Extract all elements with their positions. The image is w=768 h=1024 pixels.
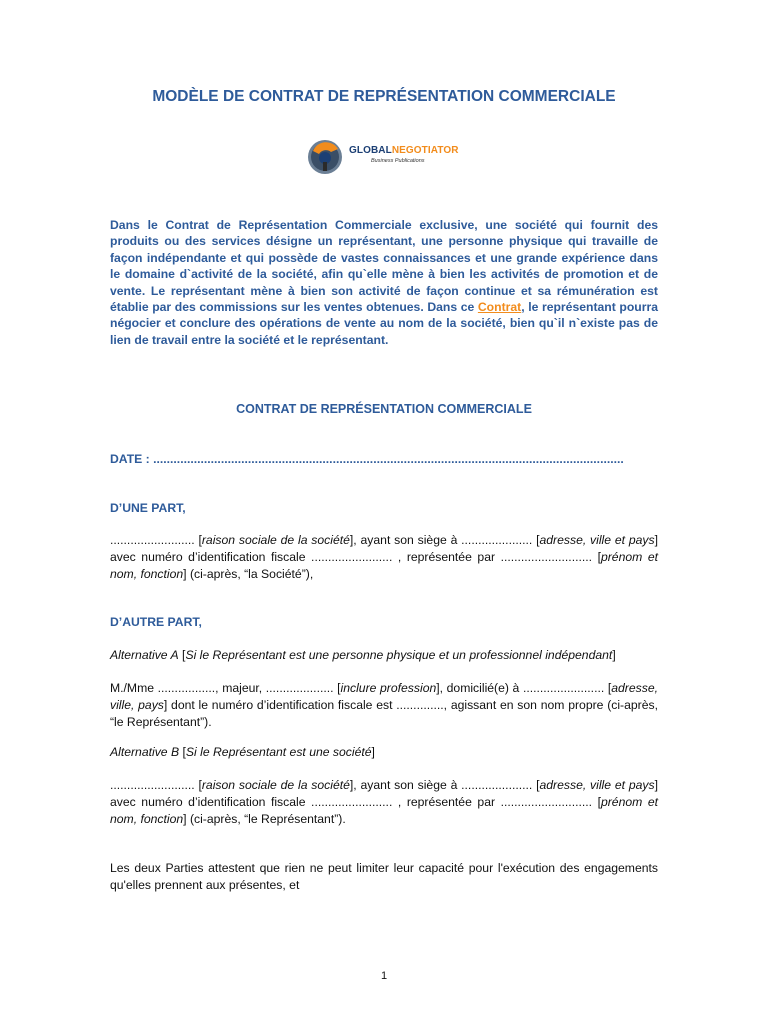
une-part-heading: D’UNE PART, [110, 501, 186, 515]
societe-representant-paragraph: ......................... [raison sociale de la société], ayant son siège à ..................... [adresse, ville et pays] avec numéro d’identification fiscale ........................ , représentée par ........................... [prénom et nom, fonction] (ci-après, “le Représentant”). [110, 778, 658, 826]
personne-paragraph: M./Mme ................., majeur, .................... [inclure profession], domicilié(e) à ........................ [adresse, ville, pays] dont le numéro d’identification fiscale est .............., agissant en son nom propre (ci-après, “le Représentant”). [110, 681, 658, 729]
intro-paragraph: Dans le Contrat de Représentation Commerciale exclusive, une société qui fournit des produits ou des services désigne un représentant, une personne physique qui travaille de façon indépendante et qui possède de vastes connaissances et une grande expérience dans le domaine d`activité de la société, afin qu`elle mène à bien les activités de promotion et de vente. Le représentant mène à bien son activité de façon continue et sa rémunération est établie par des commissions sur les ventes obtenues. Dans ce Contrat, le représentant pourra négocier et conclure des opérations de vente au nom de la société, bien qu`il n`existe pas de lien de travail entre la société et le représentant. [110, 218, 658, 347]
logo-emblem-icon [305, 137, 345, 177]
contrat-link[interactable]: Contrat [477, 300, 522, 315]
date-line: DATE : ........................................................................................................................................... [110, 452, 624, 466]
autre-part-heading: D’AUTRE PART, [110, 615, 202, 629]
contract-subtitle: CONTRAT DE REPRÉSENTATION COMMERCIALE [236, 402, 532, 416]
globalnegotiator-logo [305, 137, 465, 177]
page-number: 1 [380, 970, 388, 982]
closing-paragraph: Les deux Parties attestent que rien ne peut limiter leur capacité pour l'exécution des engagements qu'elles prennent aux présentes, et [110, 861, 658, 892]
societe-paragraph: ......................... [raison sociale de la société], ayant son siège à ..................... [adresse, ville et pays] avec numéro d’identification fiscale ........................ , représentée par ........................... [prénom et nom, fonction] (ci-après, “la Société”), [110, 533, 658, 581]
logo-tagline: Business Publications [371, 158, 425, 164]
logo-wordmark: GLOBALNEGOTIATOR [349, 145, 459, 156]
alternative-b-line: Alternative B [Si le Représentant est une société] [110, 745, 375, 759]
document-title: MODÈLE DE CONTRAT DE REPRÉSENTATION COMMERCIALE [152, 88, 616, 105]
alternative-a-line: Alternative A [Si le Représentant est une personne physique et un professionnel indépendant] [110, 648, 616, 662]
